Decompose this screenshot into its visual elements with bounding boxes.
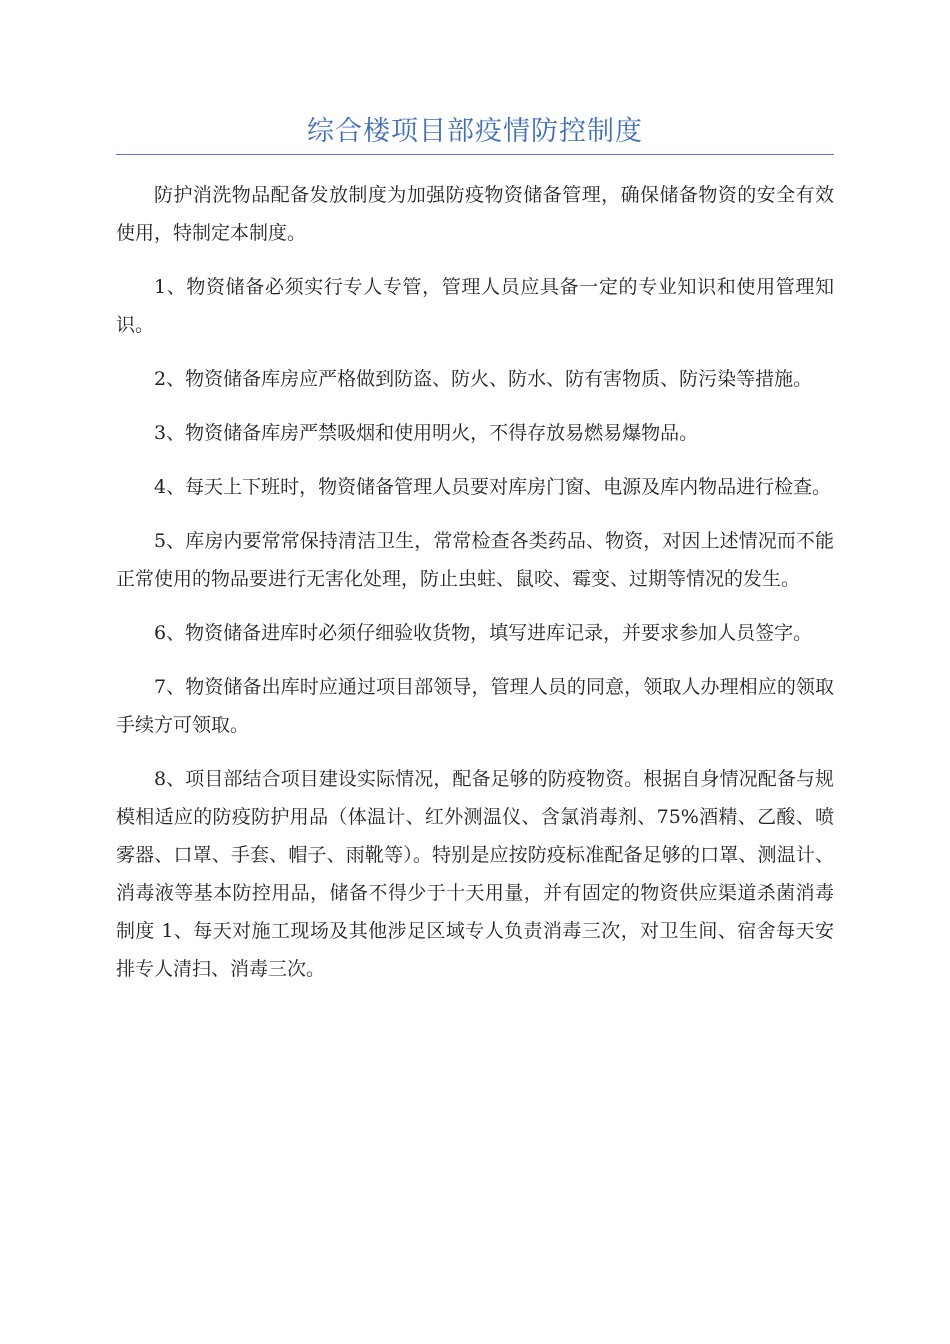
paragraph-intro: 防护消洗物品配备发放制度为加强防疫物资储备管理，确保储备物资的安全有效使用，特制定本制度。 xyxy=(116,184,834,244)
paragraph-item-4: 4、每天上下班时，物资储备管理人员要对库房门窗、电源及库内物品进行检查。 xyxy=(154,476,832,498)
title-underline xyxy=(116,154,834,155)
paragraph-item-2: 2、物资储备库房应严格做到防盗、防火、防水、防有害物质、防污染等措施。 xyxy=(154,368,813,390)
paragraph-item-5: 5、库房内要常常保持清洁卫生，常常检查各类药品、物资，对因上述情况而不能正常使用的物品要进行无害化处理，防止虫蛀、鼠咬、霉变、过期等情况的发生。 xyxy=(116,530,834,590)
paragraph-item-3: 3、物资储备库房严禁吸烟和使用明火，不得存放易燃易爆物品。 xyxy=(154,422,699,444)
paragraph-item-8: 8、项目部结合项目建设实际情况，配备足够的防疫物资。根据自身情况配备与规模相适应的防疫防护用品（体温计、红外测温仪、含氯消毒剂、75%酒精、乙酸、喷雾器、口罩、手套、帽子、雨靴等）。特别是应按防疫标准配备足够的口罩、测温计、消毒液等基本防控用品，储备不得少于十天用量，并有固定的物资供应渠道杀菌消毒制度 1、每天对施工现场及其他涉足区域专人负责消毒三次，对卫生间、宿舍每天安排专人清扫、消毒三次。 xyxy=(116,768,834,980)
paragraph-item-1: 1、物资储备必须实行专人专管，管理人员应具备一定的专业知识和使用管理知识。 xyxy=(116,276,834,336)
paragraph-item-6: 6、物资储备进库时必须仔细验收货物，填写进库记录，并要求参加人员签字。 xyxy=(154,622,813,644)
document-body xyxy=(116,176,834,1004)
paragraph-item-7: 7、物资储备出库时应通过项目部领导，管理人员的同意，领取人办理相应的领取手续方可领取。 xyxy=(116,676,834,736)
page-title: 综合楼项目部疫情防控制度 xyxy=(307,116,643,147)
